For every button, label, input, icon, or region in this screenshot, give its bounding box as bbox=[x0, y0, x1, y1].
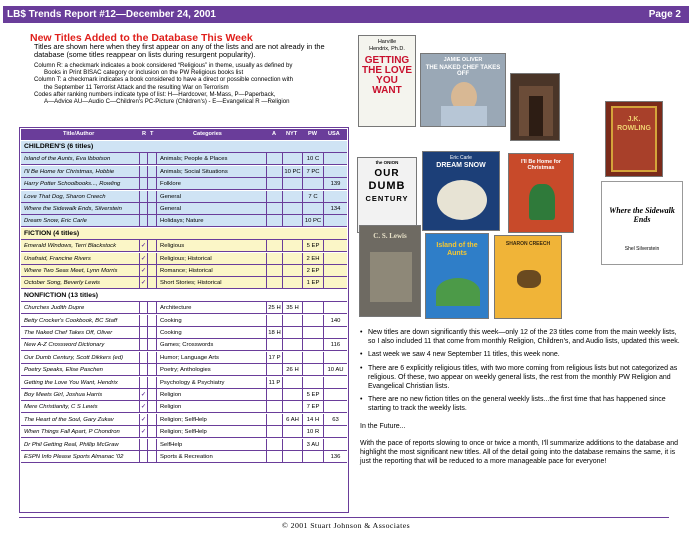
cell-a bbox=[267, 277, 283, 289]
cell-title: Betty Crocker's Cookbook, BC Staff bbox=[21, 315, 140, 327]
cell-pw: 3 AU bbox=[303, 439, 324, 451]
cover-our-dumb-century: the ONION OUR DUMB CENTURY bbox=[357, 157, 417, 233]
cell-usa bbox=[324, 265, 347, 277]
cell-nyt bbox=[283, 327, 303, 339]
cell-t bbox=[148, 178, 157, 190]
cell-nyt: 26 H bbox=[283, 364, 303, 376]
cell-categories: Short Stories; Historical bbox=[157, 277, 267, 289]
cell-r bbox=[140, 327, 148, 339]
cell-pw: 1 EP bbox=[303, 277, 324, 289]
table-row bbox=[21, 191, 347, 203]
cell-t bbox=[148, 153, 157, 165]
cell-pw: 5 EP bbox=[303, 389, 324, 401]
cell-nyt bbox=[283, 352, 303, 364]
cell-title: Harry Potter Schoolbooks..., Rowling bbox=[21, 178, 140, 190]
cell-a bbox=[267, 215, 283, 227]
cell-a bbox=[267, 451, 283, 463]
cell-a bbox=[267, 240, 283, 252]
table-row bbox=[21, 215, 347, 227]
bullet-item: • New titles are down significantly this week—only 12 of the 23 titles come from the main weekly lists, so I also included 11 that come from monthly Religion, Children's, and Audio lists, updated this week. bbox=[360, 328, 682, 346]
cell-pw bbox=[303, 364, 324, 376]
cell-a: 17 P bbox=[267, 352, 283, 364]
cell-nyt bbox=[283, 240, 303, 252]
cover-churches bbox=[510, 73, 560, 141]
col-title-author: Title/Author bbox=[63, 131, 95, 137]
cell-t bbox=[148, 439, 157, 451]
cell-usa bbox=[324, 401, 347, 413]
cell-t bbox=[148, 191, 157, 203]
cell-title: I'll Be Home for Christmas, Hobbie bbox=[21, 166, 140, 178]
table-row bbox=[21, 377, 347, 389]
cell-r: ✓ bbox=[140, 414, 148, 426]
cell-pw: 2 EP bbox=[303, 265, 324, 277]
cell-nyt bbox=[283, 389, 303, 401]
cell-categories: Psychology & Psychiatry bbox=[157, 377, 267, 389]
table-row bbox=[21, 401, 347, 413]
cell-r: ✓ bbox=[140, 277, 148, 289]
section-header: FICTION (4 titles) bbox=[21, 228, 347, 240]
cell-a: 18 H bbox=[267, 327, 283, 339]
col-categories: Categories bbox=[193, 131, 222, 137]
cell-title: Getting the Love You Want, Hendrix bbox=[21, 377, 140, 389]
cell-nyt bbox=[283, 215, 303, 227]
cell-a bbox=[267, 439, 283, 451]
cell-t bbox=[148, 377, 157, 389]
cell-usa bbox=[324, 253, 347, 265]
cover-christmas: I'll Be Home for Christmas bbox=[508, 153, 574, 233]
cell-usa bbox=[324, 426, 347, 438]
cell-nyt bbox=[283, 253, 303, 265]
commentary bbox=[360, 328, 682, 466]
table-row bbox=[21, 240, 347, 252]
cell-title: Boy Meets Girl, Joshua Harris bbox=[21, 389, 140, 401]
table-row bbox=[21, 364, 347, 376]
cell-categories: Cooking bbox=[157, 315, 267, 327]
cell-a bbox=[267, 315, 283, 327]
cell-title: Dream Snow, Eric Carle bbox=[21, 215, 140, 227]
legend-line: Codes after ranking numbers indicate type of list: H—Hardcover, M-Mass, P—Paperback, bbox=[34, 90, 276, 98]
footer-copyright: © 2001 Stuart Johnson & Associates bbox=[281, 521, 411, 530]
cell-pw: 7 EP bbox=[303, 401, 324, 413]
cell-t bbox=[148, 389, 157, 401]
cell-nyt bbox=[283, 265, 303, 277]
cell-pw bbox=[303, 178, 324, 190]
cell-pw: 5 EP bbox=[303, 240, 324, 252]
cell-title: Where the Sidewalk Ends, Silverstein bbox=[21, 203, 140, 215]
cell-title: The Naked Chef Takes Off, Oliver bbox=[21, 327, 140, 339]
cell-categories: Animals; People & Places bbox=[157, 153, 267, 165]
cell-categories: Poetry; Anthologies bbox=[157, 364, 267, 376]
cell-nyt: 35 H bbox=[283, 302, 303, 314]
cell-a bbox=[267, 426, 283, 438]
cell-categories: Religion bbox=[157, 389, 267, 401]
cell-title: New A-Z Crossword Dictionary bbox=[21, 339, 140, 351]
legend-line: the September 11 Terrorist Attack and the resulting War on Terrorism bbox=[44, 83, 229, 91]
cell-t bbox=[148, 426, 157, 438]
page-number: Page 2 bbox=[648, 9, 681, 20]
future-heading: In the Future... bbox=[360, 422, 406, 430]
cell-pw bbox=[303, 302, 324, 314]
legend-line: Column T: a checkmark indicates a book considered to have a direct or possible connection with bbox=[34, 76, 294, 84]
cell-pw bbox=[303, 327, 324, 339]
cell-categories: General bbox=[157, 203, 267, 215]
table-row bbox=[21, 203, 347, 215]
section-header: CHILDREN'S (6 titles) bbox=[21, 141, 347, 153]
col-pw: PW bbox=[308, 131, 318, 137]
cell-usa: 10 AU bbox=[327, 367, 344, 374]
table-row bbox=[21, 315, 347, 327]
report-title: LB$ Trends Report #12—December 24, 2001 bbox=[7, 9, 216, 20]
cell-r bbox=[140, 377, 148, 389]
table-row bbox=[21, 166, 347, 178]
cell-nyt bbox=[283, 153, 303, 165]
cell-a bbox=[267, 166, 283, 178]
cell-usa: 63 bbox=[332, 416, 339, 423]
future-text: With the pace of reports slowing to once or twice a month, I'll summarize additions to the database and highlight the most significant new titles. All of the detail going into the database remains the same, it is just the reporting that will be reduced to a more manageable pace for everyone! bbox=[360, 439, 679, 466]
cell-pw: 14 H bbox=[303, 414, 324, 426]
cell-usa bbox=[324, 302, 347, 314]
cover-naked-chef: JAMIE OLIVER THE NAKED CHEF TAKES OFF bbox=[420, 53, 506, 127]
cell-nyt bbox=[283, 191, 303, 203]
table-row bbox=[21, 439, 347, 451]
cell-t bbox=[148, 215, 157, 227]
cover-island-aunts: Island of the Aunts bbox=[425, 233, 489, 319]
cell-usa bbox=[324, 191, 347, 203]
table-row bbox=[21, 178, 347, 190]
table-row bbox=[21, 277, 347, 289]
header-bar bbox=[3, 6, 689, 23]
table-row bbox=[21, 414, 347, 426]
cell-t bbox=[148, 203, 157, 215]
col-t: T bbox=[150, 131, 154, 137]
cover-sidewalk: Where the Sidewalk Ends Shel Silverstein bbox=[601, 181, 683, 265]
cell-a bbox=[267, 203, 283, 215]
col-usa: USA bbox=[328, 131, 340, 137]
table-row bbox=[21, 302, 347, 314]
cell-categories: Religion; SelfHelp bbox=[157, 414, 267, 426]
cell-r bbox=[140, 339, 148, 351]
cell-r bbox=[140, 215, 148, 227]
section-title: New Titles Added to the Database This Week bbox=[30, 32, 253, 44]
cell-usa: 140 bbox=[330, 317, 341, 324]
cell-a bbox=[267, 153, 283, 165]
cell-usa bbox=[324, 439, 347, 451]
cell-a bbox=[267, 178, 283, 190]
cell-title: Churches Judith Dupre bbox=[21, 302, 140, 314]
cell-usa bbox=[324, 166, 347, 178]
cell-nyt bbox=[283, 315, 303, 327]
table-row bbox=[21, 339, 347, 351]
table-row bbox=[21, 451, 347, 463]
cover-cs-lewis: C. S. Lewis bbox=[359, 225, 421, 317]
cell-a bbox=[267, 414, 283, 426]
cell-a bbox=[267, 265, 283, 277]
cell-categories: Humor; Language Arts bbox=[157, 352, 267, 364]
legend-line: A—Advice AU—Audio C—Children's PC-Picture (Children's) - E—Evangelical R —Religion bbox=[44, 98, 290, 106]
cell-title: Unafraid, Francine Rivers bbox=[21, 253, 140, 265]
legend-line: Books in Print BISAC category or inclusion on the PW Religious books list bbox=[44, 69, 244, 77]
cell-nyt: 6 AH bbox=[283, 414, 303, 426]
cell-nyt bbox=[283, 426, 303, 438]
cell-a bbox=[267, 364, 283, 376]
cell-t bbox=[148, 327, 157, 339]
cover-dream-snow: Eric Carle DREAM SNOW bbox=[422, 151, 500, 231]
col-r: R bbox=[142, 131, 147, 137]
cell-pw bbox=[303, 203, 324, 215]
cell-categories: Sports & Recreation bbox=[157, 451, 267, 463]
cover-love-that-dog: SHARON CREECH bbox=[494, 235, 562, 319]
cell-t bbox=[148, 315, 157, 327]
cell-t bbox=[148, 401, 157, 413]
section-header: NONFICTION (13 titles) bbox=[21, 290, 347, 302]
cell-r: ✓ bbox=[140, 253, 148, 265]
cell-usa bbox=[324, 352, 347, 364]
cell-r: ✓ bbox=[140, 389, 148, 401]
table-row bbox=[21, 153, 347, 165]
cell-t bbox=[148, 277, 157, 289]
cell-t bbox=[148, 240, 157, 252]
cell-t bbox=[148, 265, 157, 277]
cell-r bbox=[140, 439, 148, 451]
cell-title: The Heart of the Soul, Gary Zukav bbox=[21, 414, 140, 426]
cell-t bbox=[148, 451, 157, 463]
cell-categories: Games; Crosswords bbox=[157, 339, 267, 351]
cell-nyt bbox=[283, 178, 303, 190]
cell-pw: 10 C bbox=[303, 153, 324, 165]
legend-line: Column R: a checkmark indicates a book considered “Religious” in theme, usually as defined by bbox=[34, 62, 293, 69]
cell-title: ESPN Info Please Sports Almanac '02 bbox=[21, 451, 140, 463]
cell-a bbox=[267, 191, 283, 203]
cell-a bbox=[267, 389, 283, 401]
bullet-item: • There are 6 explicitly religious titles, with two more coming from religious lists but not categorized as religious. Of these, two appear on weekly general lists, the rest from the monthly PW Religion and Evangelical Christian lists. bbox=[360, 364, 682, 392]
cell-usa bbox=[324, 240, 347, 252]
cell-r bbox=[140, 203, 148, 215]
cell-usa: 134 bbox=[330, 206, 341, 212]
legend bbox=[34, 62, 358, 105]
col-nyt: NYT bbox=[286, 131, 298, 137]
cell-nyt bbox=[283, 203, 303, 215]
cell-title: Our Dumb Century, Scott Dikkers (ed) bbox=[21, 352, 140, 364]
footer-divider bbox=[19, 517, 669, 518]
book-covers bbox=[355, 35, 685, 330]
table-row bbox=[21, 426, 347, 438]
cell-usa: 139 bbox=[330, 181, 341, 188]
cell-a: 25 H bbox=[267, 302, 283, 314]
cell-categories: Religion; SelfHelp bbox=[157, 426, 267, 438]
cell-pw bbox=[303, 377, 324, 389]
cell-a: 11 P bbox=[267, 377, 283, 389]
cover-getting-love: Harville Hendrix, Ph.D. GETTING THE LOVE YOU WANT bbox=[358, 35, 416, 127]
cell-t bbox=[148, 364, 157, 376]
cell-categories: SelfHelp bbox=[157, 439, 267, 451]
cell-title: Emerald Windows, Terri Blackstock bbox=[21, 240, 140, 252]
cell-title: Island of the Aunts, Eva Ibbotson bbox=[21, 153, 140, 165]
cell-usa bbox=[324, 153, 347, 165]
cell-r bbox=[140, 302, 148, 314]
table-row bbox=[21, 352, 347, 364]
cell-categories: Religious bbox=[157, 240, 267, 252]
cell-nyt bbox=[283, 339, 303, 351]
cell-a bbox=[267, 401, 283, 413]
cell-categories: General bbox=[157, 191, 267, 203]
cell-pw: 10 PC bbox=[303, 215, 324, 227]
cell-title: When Things Fall Apart, P Chondron bbox=[21, 426, 140, 438]
cell-r bbox=[140, 153, 148, 165]
cell-usa: 136 bbox=[330, 454, 341, 460]
cell-a bbox=[267, 253, 283, 265]
cell-r bbox=[140, 451, 148, 463]
cell-r bbox=[140, 178, 148, 190]
cell-categories: Religious; Historical bbox=[157, 253, 267, 265]
cell-r bbox=[140, 191, 148, 203]
cell-nyt bbox=[283, 401, 303, 413]
cell-t bbox=[148, 352, 157, 364]
cover-rowling: J.K. ROWLING bbox=[605, 101, 663, 177]
cell-a bbox=[267, 339, 283, 351]
cell-t bbox=[148, 302, 157, 314]
cell-title: Mere Christianity, C S Lewis bbox=[21, 401, 140, 413]
cell-title: Where Two Seas Meet, Lynn Morris bbox=[21, 265, 140, 277]
cell-nyt bbox=[283, 451, 303, 463]
cell-usa bbox=[324, 215, 347, 227]
table-row bbox=[21, 389, 347, 401]
cell-nyt bbox=[283, 277, 303, 289]
cell-title: Poetry Speaks, Elise Paschen bbox=[21, 364, 140, 376]
bullet-list bbox=[360, 328, 682, 414]
cell-r: ✓ bbox=[140, 265, 148, 277]
cell-categories: Cooking bbox=[157, 327, 267, 339]
cell-categories: Animals; Social Situations bbox=[157, 166, 267, 178]
cell-pw bbox=[303, 339, 324, 351]
cell-r: ✓ bbox=[140, 240, 148, 252]
cell-pw: 7 C bbox=[303, 191, 324, 203]
intro-text: Titles are shown here when they first appear on any of the lists and are not already in the database (some titles reappear on lists during resurgent popularity). bbox=[34, 42, 325, 60]
cell-title: Love That Dog, Sharon Creech bbox=[21, 191, 140, 203]
cell-pw: 10 R bbox=[303, 426, 324, 438]
bullet-item: • Last week we saw 4 new September 11 titles, this week none. bbox=[360, 350, 682, 359]
cell-t bbox=[148, 253, 157, 265]
cell-nyt bbox=[283, 439, 303, 451]
col-a: A bbox=[272, 131, 277, 137]
cell-pw: 7 PC bbox=[303, 166, 324, 178]
cell-usa bbox=[324, 389, 347, 401]
cell-categories: Religion bbox=[157, 401, 267, 413]
cell-usa bbox=[324, 277, 347, 289]
cell-categories: Architecture bbox=[157, 302, 267, 314]
cell-usa: 116 bbox=[330, 342, 341, 349]
cell-r bbox=[140, 352, 148, 364]
cell-nyt bbox=[283, 377, 303, 389]
cell-pw bbox=[303, 352, 324, 364]
cell-categories: Folklore bbox=[157, 178, 267, 190]
cell-usa bbox=[324, 327, 347, 339]
cell-t bbox=[148, 414, 157, 426]
cell-title: October Song, Beverly Lewis bbox=[21, 277, 140, 289]
cell-pw bbox=[303, 315, 324, 327]
cell-title: Dr Phil Getting Real, Phillip McGraw bbox=[21, 439, 140, 451]
cell-categories: Holidays; Nature bbox=[157, 215, 267, 227]
cell-r bbox=[140, 364, 148, 376]
cell-categories: Romance; Historical bbox=[157, 265, 267, 277]
cell-r: ✓ bbox=[140, 401, 148, 413]
cell-pw: 2 EH bbox=[303, 253, 324, 265]
cell-nyt: 10 PC bbox=[283, 166, 303, 178]
cell-r bbox=[140, 315, 148, 327]
cell-pw bbox=[303, 451, 324, 463]
table-header bbox=[21, 129, 347, 140]
table-row bbox=[21, 253, 347, 265]
cell-r: ✓ bbox=[140, 426, 148, 438]
bullet-item: • There are no new fiction titles on the general weekly lists...the first time that has happened since starting to track the weekly lists. bbox=[360, 395, 682, 413]
cell-usa bbox=[324, 377, 347, 389]
titles-table bbox=[19, 127, 349, 513]
cell-t bbox=[148, 166, 157, 178]
cell-t bbox=[148, 339, 157, 351]
table-row bbox=[21, 327, 347, 339]
cell-r bbox=[140, 166, 148, 178]
table-row bbox=[21, 265, 347, 277]
